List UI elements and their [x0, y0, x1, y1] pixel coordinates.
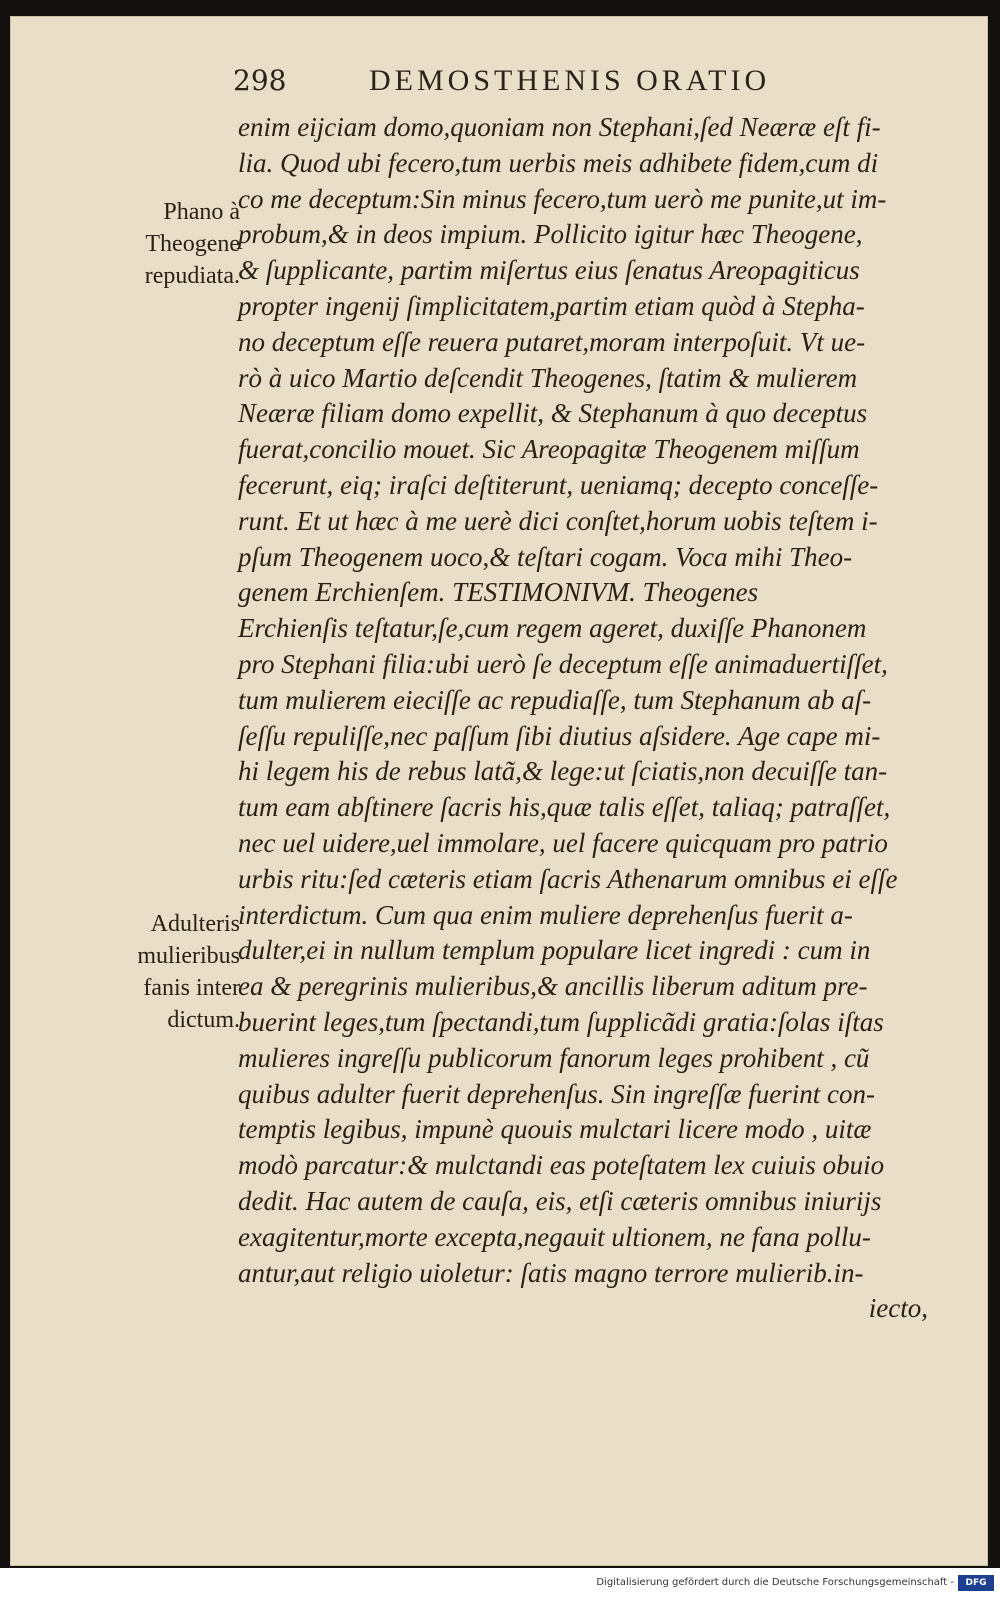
text-line: propter ingenij ſimplicitatem,partim etiam quòd à Stepha- — [238, 290, 865, 321]
text-line: fuerat,concilio mouet. Sic Areopagitæ Theogenem miſſum — [238, 434, 860, 465]
funding-credit: Digitalisierung gefördert durch die Deutsche Forschungsgemeinschaft - — [596, 1577, 954, 1588]
text-line: interdictum. Cum qua enim muliere deprehenſus fuerit a- — [238, 899, 853, 930]
text-line: pro Stephani filia:ubi uerò ſe deceptum eſſe animaduertiſſet, — [238, 648, 888, 679]
text-line: Neæræ filiam domo expellit, & Stephanum à quo deceptus — [238, 398, 868, 429]
text-line: genem Erchienſem. TESTIMONIVM. Theogenes — [238, 577, 759, 608]
text-line: runt. Et ut hæc à me uerè dici conſtet,horum uobis teſtem i- — [238, 505, 878, 536]
margin-note-line: dictum. — [167, 1007, 240, 1033]
body-text — [238, 110, 938, 1327]
margin-note-adulteris — [92, 908, 240, 1036]
margin-note-line: Adulteris — [150, 911, 240, 937]
text-line: buerint leges,tum ſpectandi,tum ſupplicãdi gratia:ſolas iſtas — [238, 1006, 884, 1037]
margin-note-line: repudiata. — [144, 263, 240, 289]
digitization-footer — [0, 1568, 1000, 1600]
text-line: hi legem his de rebus latã,& lege:ut ſciatis,non decuiſſe tan- — [238, 756, 888, 787]
text-line: lia. Quod ubi fecero,tum uerbis meis adhibete fidem,cum di — [238, 147, 879, 178]
catchword: iecto, — [868, 1293, 928, 1324]
text-line: ea & peregrinis mulieribus,& ancillis liberum aditum pre- — [238, 971, 868, 1002]
dfg-logo-icon: DFG — [958, 1575, 994, 1591]
text-line: pſum Theogenem uoco,& teſtari cogam. Voca mihi Theo- — [238, 541, 853, 572]
margin-note-line: Theogene — [145, 231, 240, 257]
text-line: temptis legibus, impunè quouis mulctari licere modo , uitæ — [238, 1114, 872, 1145]
text-line: fecerunt, eiq; iraſci deſtiterunt, ueniamq; decepto conceſſe- — [238, 469, 879, 500]
text-line: Erchienſis teſtatur,ſe,cum regem ageret, duxiſſe Phanonem — [238, 613, 867, 644]
text-line: quibus adulter fuerit deprehenſus. Sin ingreſſæ fuerint con- — [238, 1078, 875, 1109]
margin-note-phano — [92, 196, 240, 292]
text-line: tum mulierem eieciſſe ac repudiaſſe, tum Stephanum ab aſ- — [238, 684, 872, 715]
text-line: mulieres ingreſſu publicorum fanorum leges prohibent , cũ — [238, 1042, 870, 1073]
text-line: ſeſſu repuliſſe,nec paſſum ſibi diutius aſsidere. Age cape mi- — [238, 720, 881, 751]
text-line: dedit. Hac autem de cauſa, eis, etſi cæteris omnibus iniurijs — [238, 1185, 882, 1216]
text-line: antur,aut religio uioletur: ſatis magno terrore mulierib.in- — [238, 1257, 864, 1288]
text-line: rò à uico Martio deſcendit Theogenes, ſtatim & mulierem — [238, 362, 858, 393]
text-line: nec uel uidere,uel immolare, uel facere quicquam pro patrio — [238, 827, 888, 858]
text-line: dulter,ei in nullum templum populare licet ingredi : cum in — [238, 935, 871, 966]
page-header — [233, 60, 833, 100]
margin-note-line: Phano à — [163, 199, 240, 225]
page-number: 298 — [233, 64, 287, 97]
running-title: DEMOSTHENIS ORATIO — [369, 64, 771, 97]
text-line: no deceptum eſſe reuera putaret,moram interpoſuit. Vt ue- — [238, 326, 866, 357]
margin-note-line: mulieribus — [137, 943, 240, 969]
text-line: co me deceptum:Sin minus fecero,tum uerò me punite,ut im- — [238, 183, 887, 214]
text-line: modò parcatur:& mulctandi eas poteſtatem lex cuiuis obuio — [238, 1150, 885, 1181]
text-line: & ſupplicante, partim miſertus eius ſenatus Areopagiticus — [238, 255, 860, 286]
margin-note-line: fanis inter — [143, 975, 240, 1001]
text-line: enim eijciam domo,quoniam non Stephani,ſed Neæræ eſt fi- — [238, 112, 881, 142]
text-line: urbis ritu:ſed cæteris etiam ſacris Athenarum omnibus ei eſſe — [238, 863, 898, 894]
text-line: probum,& in deos impium. Pollicito igitur hæc Theogene, — [238, 219, 863, 250]
text-line: exagitentur,morte excepta,negauit ultionem, ne fana pollu- — [238, 1221, 871, 1252]
text-line: tum eam abſtinere ſacris his,quæ talis eſſet, taliaq; patraſſet, — [238, 792, 891, 823]
